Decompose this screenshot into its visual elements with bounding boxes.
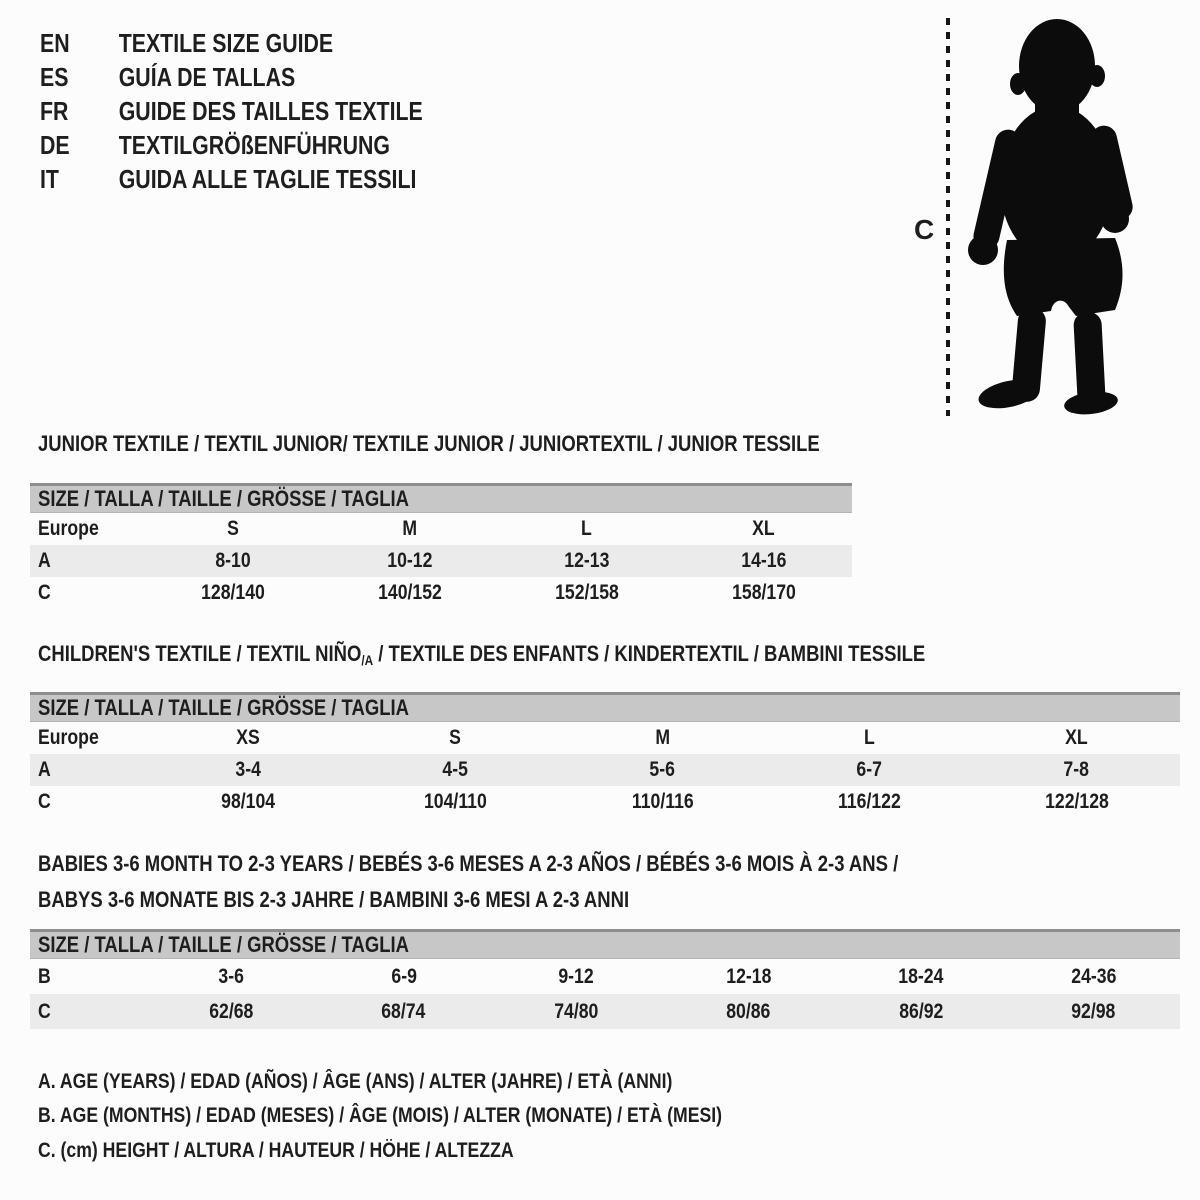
language-label: TEXTILE SIZE GUIDE [118,27,334,58]
age-cell: 3-6 [218,964,244,988]
junior-size-table [30,483,852,609]
table-row-age [30,545,852,577]
size-cell: S [227,517,240,540]
age-cell: 12-18 [726,964,772,988]
size-cell: XS [236,726,261,749]
language-code: ES [40,61,69,92]
legend-line-b: B. AGE (MONTHS) / EDAD (MESES) / ÂGE (MOIS) / ALTER (MONATE) / ETÀ (MESI) [38,1104,723,1127]
height-measure-label: C [914,214,935,245]
size-cell: XL [1065,726,1088,749]
legend-line-a: A. AGE (YEARS) / EDAD (AÑOS) / ÂGE (ANS) / ALTER (JAHRE) / ETÀ (ANNI) [38,1070,673,1093]
age-cell: 5-6 [649,758,676,781]
height-measure-dashed-line [946,18,950,416]
height-cell: 74/80 [554,999,599,1023]
age-cell: 6-7 [856,758,883,781]
row-label: Europe [38,726,99,749]
babies-size-table [30,929,1180,1029]
height-cell: 98/104 [221,790,276,813]
language-code: IT [40,163,59,194]
height-cell: 158/170 [731,581,796,604]
language-code: FR [40,95,69,126]
language-list [40,26,507,196]
size-header-bar [30,692,1180,722]
table-row-height [30,994,1180,1029]
babies-section-title-line1: BABIES 3-6 MONTH TO 2-3 YEARS / BEBÉS 3-6 MESES A 2-3 AÑOS / BÉBÉS 3-6 MOIS À 2-3 ANS / [38,851,899,876]
size-header-bar [30,483,852,513]
size-cell: M [402,517,418,540]
height-cell: 80/86 [726,999,771,1023]
height-cell: 104/110 [424,790,487,813]
children-size-table [30,692,1180,818]
height-cell: 68/74 [381,999,426,1023]
table-row-height [30,786,1180,818]
height-cell: 140/152 [378,581,443,604]
language-row-en [40,26,423,60]
age-cell: 6-9 [390,964,417,988]
table-row-age [30,754,1180,786]
row-label: C [38,581,51,604]
size-cell: S [449,726,462,749]
age-cell: 12-13 [564,549,610,572]
height-cell: 110/116 [631,790,694,813]
size-cell: M [655,726,670,749]
size-cell: L [581,517,593,540]
legend-line-c: C. (cm) HEIGHT / ALTURA / HAUTEUR / HÖHE / ALTEZZA [38,1139,514,1162]
row-label: C [38,999,51,1023]
junior-section-title: JUNIOR TEXTILE / TEXTIL JUNIOR/ TEXTILE JUNIOR / JUNIORTEXTIL / JUNIOR TESSILE [38,431,820,456]
age-cell: 3-4 [235,758,262,781]
height-cell: 62/68 [209,999,254,1023]
language-code: DE [40,129,70,160]
height-cell: 92/98 [1071,999,1116,1023]
age-cell: 9-12 [558,964,594,988]
language-row-de [40,128,423,162]
row-label: B [38,964,51,988]
age-cell: 10-12 [387,549,433,572]
size-cell: L [864,726,875,749]
babies-section-title-line2: BABYS 3-6 MONATE BIS 2-3 JAHRE / BAMBINI 3-6 MESI A 2-3 ANNI [38,887,630,912]
height-cell: 116/122 [838,790,901,813]
row-label: A [38,758,51,781]
age-cell: 7-8 [1063,758,1090,781]
language-label: GUIDA ALLE TAGLIE TESSILI [118,163,417,194]
language-row-fr [40,94,423,128]
age-cell: 8-10 [215,549,252,572]
language-row-it [40,162,423,196]
age-cell: 14-16 [741,549,787,572]
table-row-europe [30,722,1180,754]
toddler-silhouette-icon [963,12,1138,416]
table-row-europe [30,513,852,545]
size-header-label: SIZE / TALLA / TAILLE / GRÖSSE / TAGLIA [38,932,409,957]
size-header-bar [30,929,1180,959]
table-row-height [30,577,852,609]
row-label: Europe [38,517,99,540]
language-row-es [40,60,423,94]
row-label: C [38,790,51,813]
size-cell: XL [752,517,775,540]
height-cell: 122/128 [1044,790,1109,813]
size-header-label: SIZE / TALLA / TAILLE / GRÖSSE / TAGLIA [38,695,409,720]
age-cell: 18-24 [898,964,944,988]
language-code: EN [40,27,70,58]
language-label: GUÍA DE TALLAS [118,61,296,92]
language-label: TEXTILGRÖßENFÜHRUNG [118,129,390,160]
table-row-months [30,959,1180,994]
height-cell: 152/158 [554,581,619,604]
language-label: GUIDE DES TAILLES TEXTILE [118,95,423,126]
height-cell: 128/140 [201,581,266,604]
age-cell: 24-36 [1071,964,1117,988]
title-subscript: /A [361,652,374,668]
height-cell: 86/92 [899,999,944,1023]
children-section-title: CHILDREN'S TEXTILE / TEXTIL NIÑO/A / TEXTILE DES ENFANTS / KINDERTEXTIL / BAMBINI TESSILE [38,641,926,668]
size-header-label: SIZE / TALLA / TAILLE / GRÖSSE / TAGLIA [38,486,409,511]
row-label: A [38,549,51,572]
age-cell: 4-5 [442,758,469,781]
